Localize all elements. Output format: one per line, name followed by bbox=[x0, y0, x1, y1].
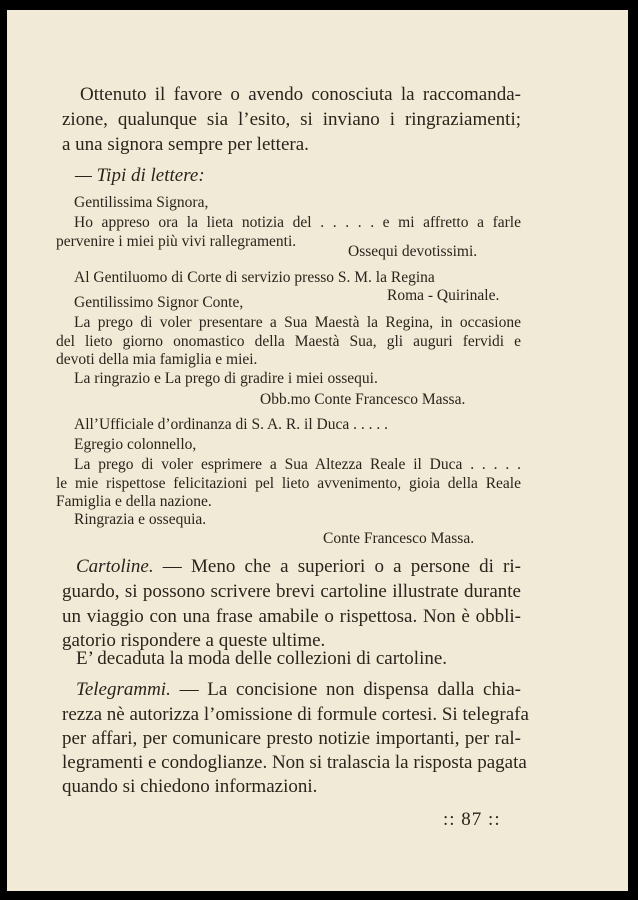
telegrammi-term: Telegrammi. bbox=[76, 679, 171, 700]
intro-line-2: zione, qualunque sia l’esito, si inviano i ringraziamenti; bbox=[62, 109, 521, 130]
letter2-body-line: La prego di voler presentare a Sua Maestà la Regina, in occasione bbox=[74, 314, 521, 331]
letter2-place: Roma - Quirinale. bbox=[387, 287, 500, 304]
telegrammi-line: quando si chiedono informazioni. bbox=[62, 776, 318, 797]
letter3-address: All’Ufficiale d’ordinanza di S. A. R. il Duca . . . . . bbox=[74, 416, 388, 433]
letter3-salutation: Egregio colonnello, bbox=[74, 436, 197, 453]
letter2-body-line: La ringrazio e La prego di gradire i miei ossequi. bbox=[74, 370, 378, 387]
letter1-body-line: pervenire i miei più vivi rallegramenti. bbox=[56, 233, 297, 250]
book-page bbox=[7, 10, 628, 891]
letter3-closing: Ringrazia e ossequia. bbox=[74, 511, 207, 528]
telegrammi-text: — La concisione non dispensa dalla chia- bbox=[170, 679, 521, 700]
cartoline-line: guardo, si possono scrivere brevi cartoline illustrate durante bbox=[62, 581, 521, 602]
letter2-signature: Obb.mo Conte Francesco Massa. bbox=[260, 391, 466, 408]
letter1-body-line: Ho appreso ora la lieta notizia del . . . . . e mi affretto a farle bbox=[74, 214, 521, 231]
cartoline-line: gatorio rispondere a queste ultime. bbox=[62, 630, 326, 651]
cartoline-first-line bbox=[76, 556, 521, 578]
letter3-body-line: le mie rispettose felicitazioni pel lieto avvenimento, gioia della Reale bbox=[56, 475, 521, 492]
cartoline-line: un viaggio con una frase amabile o rispettosa. Non è obbli- bbox=[62, 606, 521, 627]
intro-line-1: Ottenuto il favore o avendo conosciuta la raccomanda- bbox=[80, 84, 521, 105]
telegrammi-line: legramenti e condoglianze. Non si tralascia la risposta pagata bbox=[62, 752, 527, 773]
letter3-body-line: Famiglia e della nazione. bbox=[56, 493, 212, 510]
letter1-closing: Ossequi devotissimi. bbox=[348, 243, 478, 260]
telegrammi-first-line bbox=[76, 679, 521, 701]
letter2-body-line: del lieto giorno onomastico della Maestà Sua, gli auguri fervidi e bbox=[56, 333, 521, 350]
letter2-body-line: devoti della mia famiglia e miei. bbox=[56, 351, 258, 368]
letter-types-heading: — Tipi di lettere: bbox=[75, 165, 205, 186]
letter2-salutation: Gentilissimo Signor Conte, bbox=[74, 294, 244, 311]
intro-line-3: a una signora sempre per lettera. bbox=[62, 134, 309, 155]
telegrammi-line: per affari, per comunicare presto notizie importanti, per ral- bbox=[62, 728, 521, 749]
letter3-body-line: La prego di voler esprimere a Sua Altezza Reale il Duca . . . . . bbox=[74, 456, 521, 473]
letter3-signature: Conte Francesco Massa. bbox=[323, 530, 475, 547]
letter1-salutation: Gentilissima Signora, bbox=[74, 194, 209, 211]
telegrammi-line: rezza nè autorizza l’omissione di formule cortesi. Si telegrafa bbox=[62, 704, 529, 725]
letter2-address: Al Gentiluomo di Corte di servizio presso S. M. la Regina bbox=[74, 269, 435, 286]
cartoline-note: E’ decaduta la moda delle collezioni di cartoline. bbox=[76, 648, 448, 669]
cartoline-text: — Meno che a superiori o a persone di ri- bbox=[153, 556, 521, 577]
cartoline-term: Cartoline. bbox=[76, 556, 154, 577]
page-number: :: 87 :: bbox=[443, 809, 501, 830]
